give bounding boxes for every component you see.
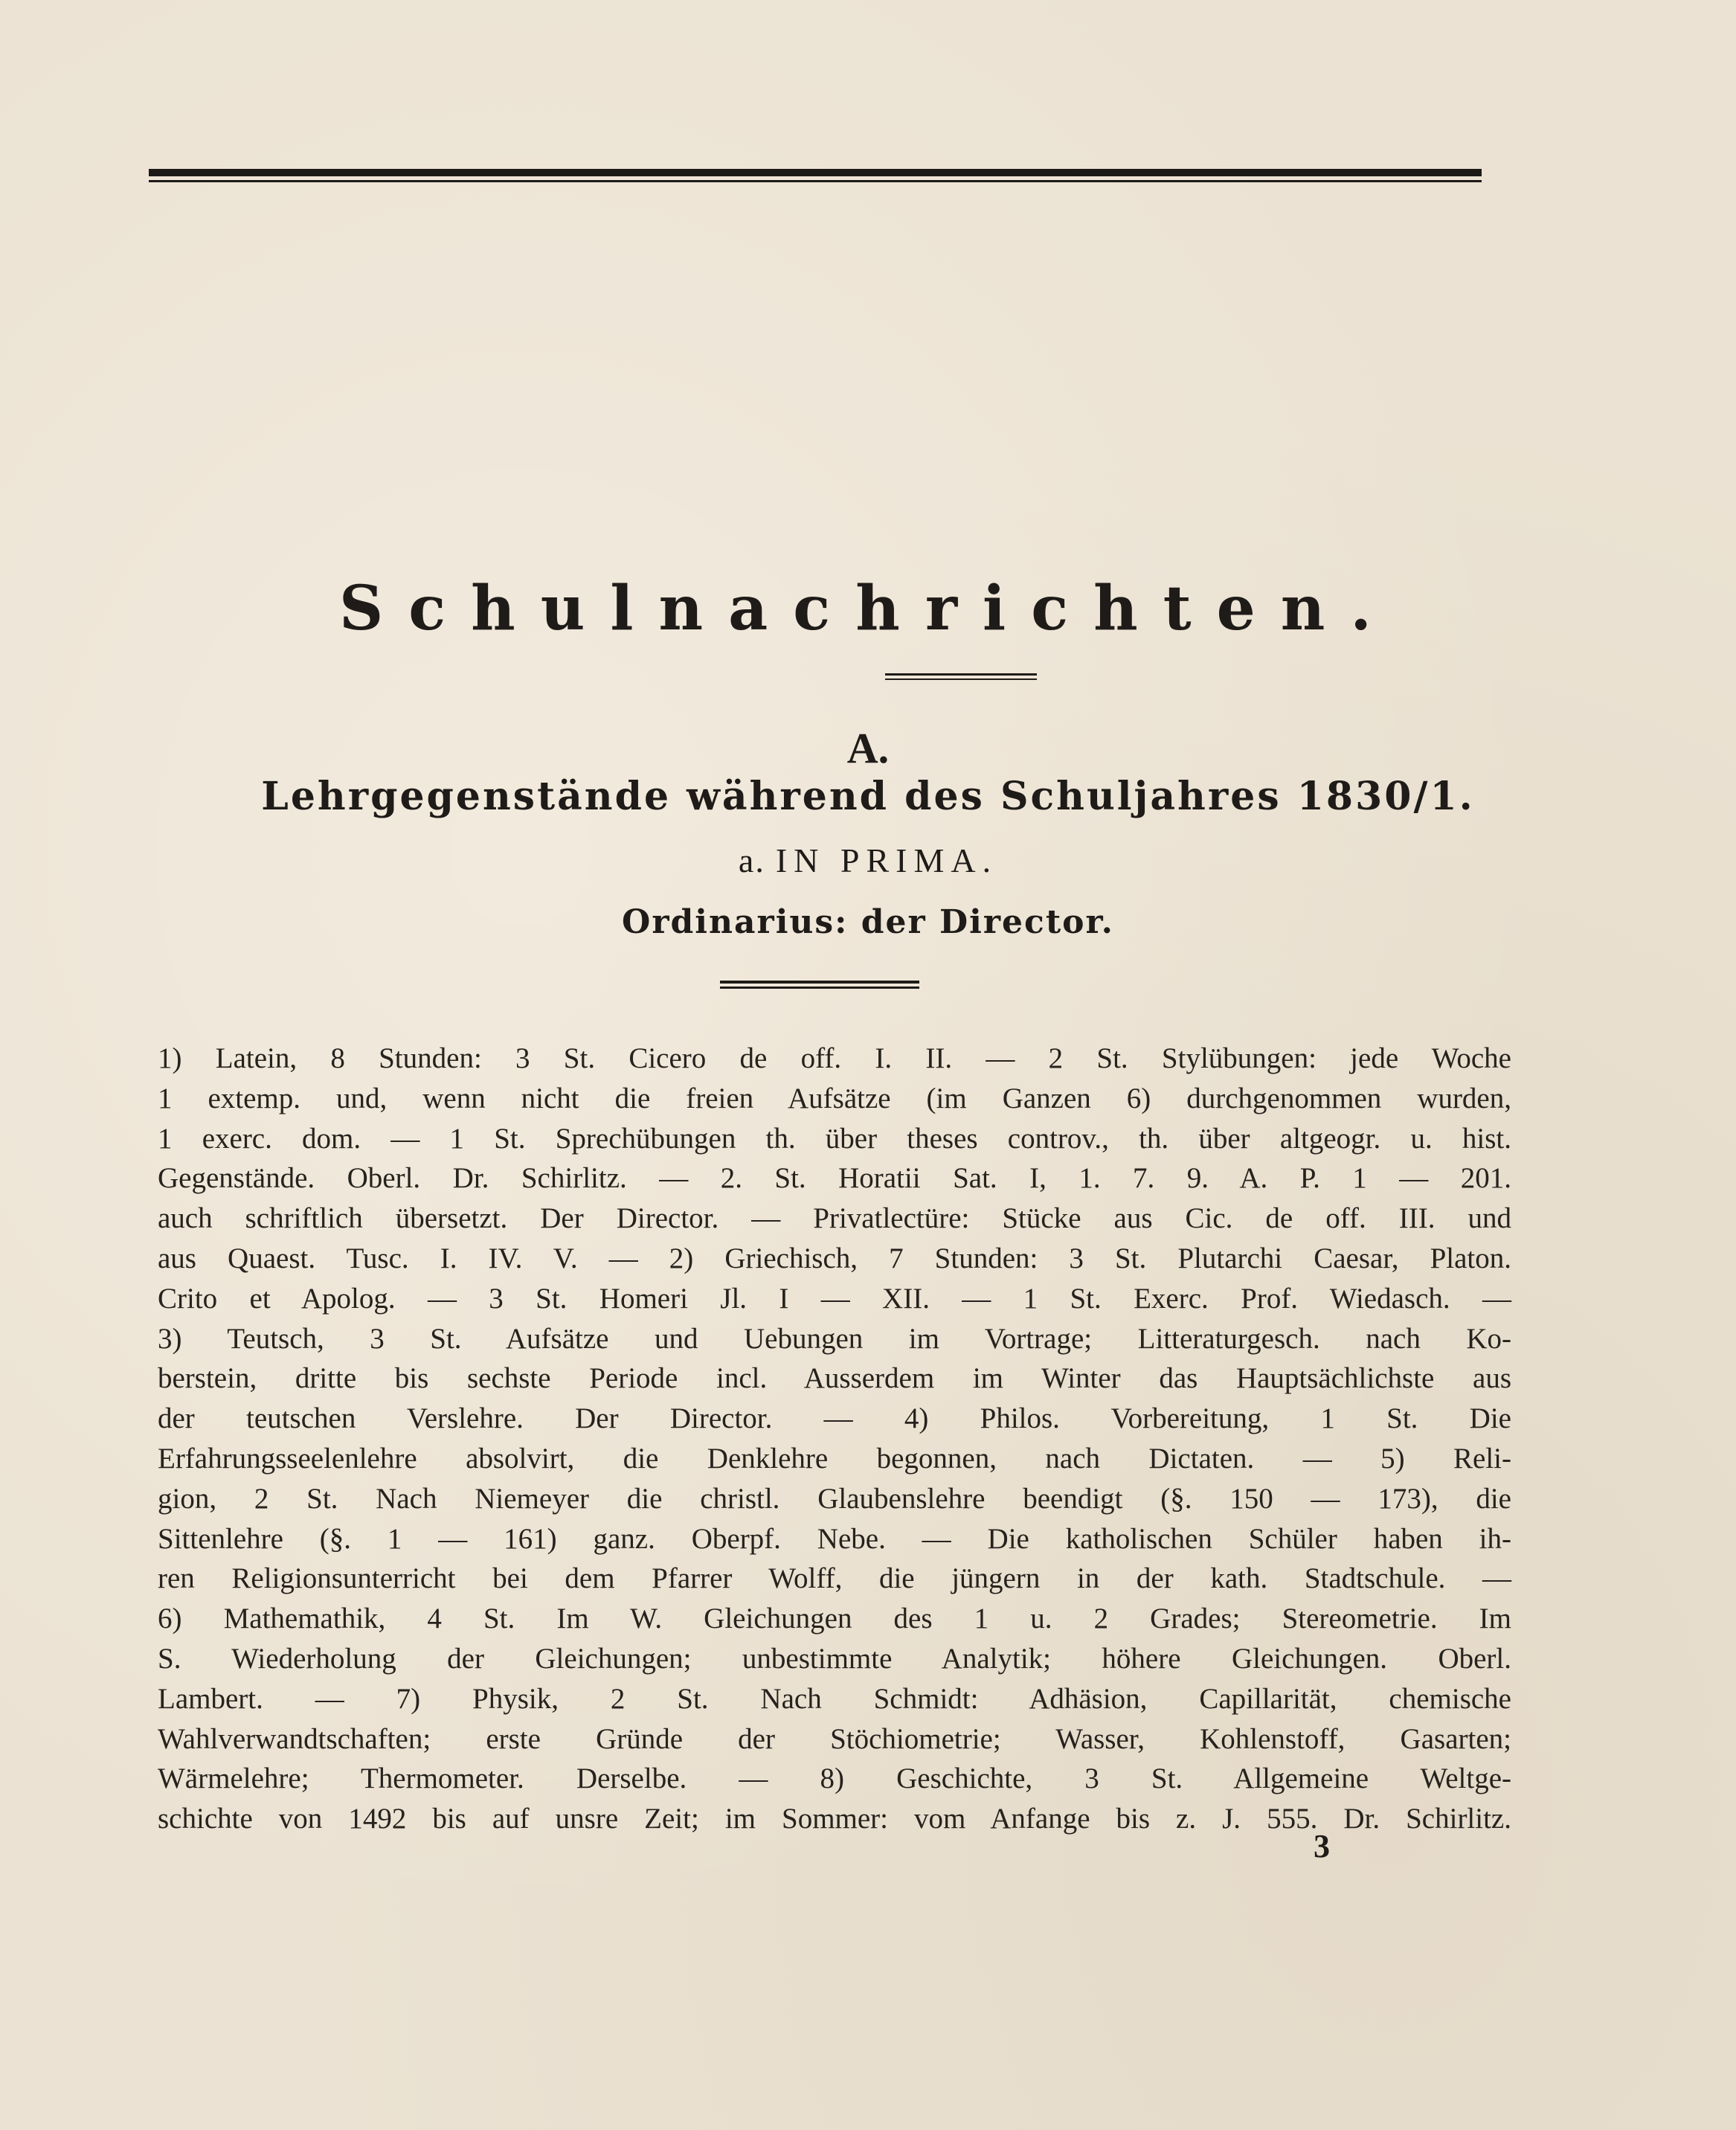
text-line: aus Quaest. Tusc. I. IV. V. — 2) Griechisch, 7 Stunden: 3 St. Plutarchi Caesar, Platon. [158, 1242, 1511, 1274]
text-line: schichte von 1492 bis auf unsre Zeit; im Sommer: vom Anfange bis z. J. 555. Dr. Schirlitz. [158, 1803, 1511, 1835]
text-line: 6) Mathemathik, 4 St. Im W. Gleichungen des 1 u. 2 Grades; Stereometrie. Im [158, 1603, 1511, 1635]
text-line: 3) Teutsch, 3 St. Aufsätze und Uebungen im Vortrage; Litteraturgesch. nach Ko- [158, 1322, 1511, 1355]
class-heading-label: IN PRIMA. [775, 841, 998, 879]
header-rule-thin [149, 180, 1482, 182]
text-line: gion, 2 St. Nach Niemeyer die christl. Glaubenslehre beendigt (§. 150 — 173), die [158, 1482, 1511, 1515]
header-rule [149, 169, 1482, 176]
class-heading-prefix: a. [738, 841, 765, 879]
section-letter: A. [846, 724, 890, 772]
text-line: der teutschen Verslehre. Der Director. — 4) Philos. Vorbereitung, 1 St. Die [158, 1402, 1511, 1435]
text-line: auch schriftlich übersetzt. Der Director. — Privatlectüre: Stücke aus Cic. de off. III. und [158, 1202, 1511, 1235]
text-line: ren Religionsunterricht bei dem Pfarrer Wolff, die jüngern in der kath. Stadtschule. — [158, 1562, 1511, 1595]
page-number: 3 [1314, 1828, 1330, 1864]
text-line: Crito et Apolog. — 3 St. Homeri Jl. I — XII. — 1 St. Exerc. Prof. Wiedasch. — [158, 1282, 1511, 1315]
title-divider-top [885, 673, 1037, 676]
page-title: Schulnachrichten. [339, 573, 1397, 644]
text-line: Lambert. — 7) Physik, 2 St. Nach Schmidt: Adhäsion, Capillarität, chemische [158, 1682, 1511, 1715]
text-line: 1 exerc. dom. — 1 St. Sprechübungen th. über theses controv., th. über altgeogr. u. hist. [158, 1122, 1511, 1155]
section-heading: Lehrgegenstände während des Schuljahres 1830/1. [261, 774, 1475, 819]
ordinarius-divider-top [720, 981, 919, 984]
text-line: Wahlverwandtschaften; erste Gründe der Stöchiometrie; Wasser, Kohlenstoff, Gasarten; [158, 1722, 1511, 1755]
text-line: Erfahrungsseelenlehre absolvirt, die Denklehre begonnen, nach Dictaten. — 5) Reli- [158, 1442, 1511, 1475]
text-line: Gegenstände. Oberl. Dr. Schirlitz. — 2. St. Horatii Sat. I, 1. 7. 9. A. P. 1 — 201. [158, 1162, 1511, 1195]
text-line: 1 extemp. und, wenn nicht die freien Aufsätze (im Ganzen 6) durchgenommen wurden, [158, 1082, 1511, 1114]
class-heading [0, 841, 1736, 880]
ordinarius-line: Ordinarius: der Director. [622, 903, 1114, 941]
title-divider-bottom [885, 679, 1037, 680]
body-paragraph [158, 1039, 1511, 1839]
ordinarius-divider-bottom [720, 987, 919, 989]
text-line: Wärmelehre; Thermometer. Derselbe. — 8) Geschichte, 3 St. Allgemeine Weltge- [158, 1762, 1511, 1795]
text-line: 1) Latein, 8 Stunden: 3 St. Cicero de off. I. II. — 2 St. Stylübungen: jede Woche [158, 1042, 1511, 1074]
text-line: berstein, dritte bis sechste Periode incl. Ausserdem im Winter das Hauptsächlichste aus [158, 1362, 1511, 1395]
text-line: Sittenlehre (§. 1 — 161) ganz. Oberpf. Nebe. — Die katholischen Schüler haben ih- [158, 1522, 1511, 1555]
text-line: S. Wiederholung der Gleichungen; unbestimmte Analytik; höhere Gleichungen. Oberl. [158, 1642, 1511, 1675]
